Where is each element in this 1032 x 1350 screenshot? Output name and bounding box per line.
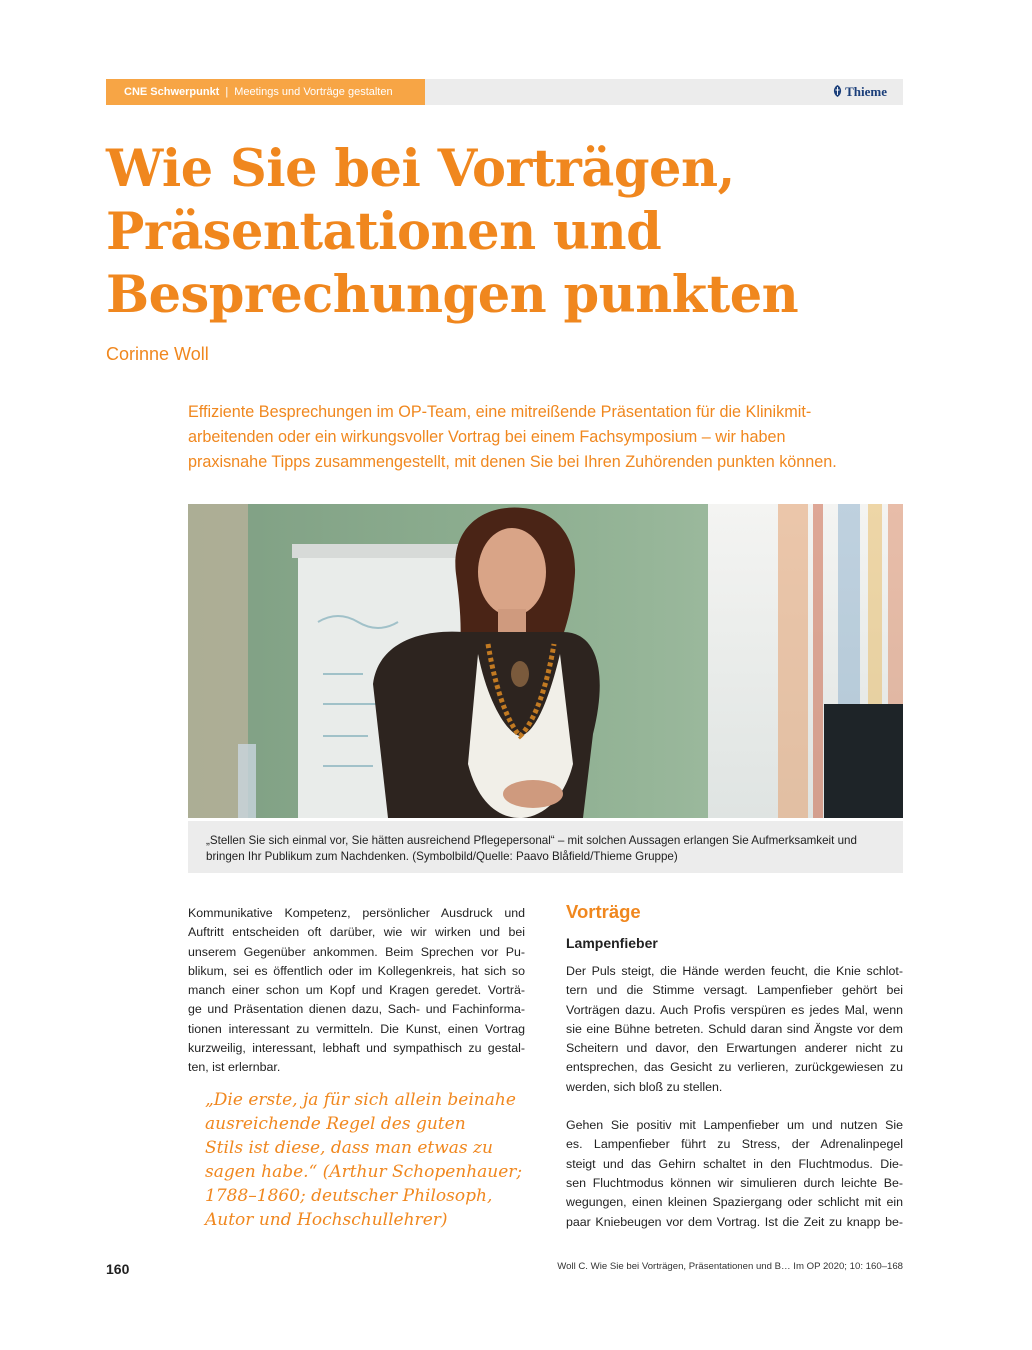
title-line: Wie Sie bei Vorträgen,	[106, 139, 735, 199]
article-lead	[188, 400, 903, 475]
subsection-heading: Lampenfieber	[566, 935, 658, 951]
body-line: Gehen Sie positiv mit Lampenfieber um und nutzen Sie	[566, 1118, 903, 1133]
caption-line: „Stellen Sie sich einmal vor, Sie hätten ausreichend Pflegepersonal“ – mit solchen Aussagen erlangen Sie Aufmerksamkeit und	[206, 834, 857, 847]
body-line: paar Kniebeugen vor dem Vortrag. Ist die Zeit zu knapp be-	[566, 1214, 903, 1229]
title-line: Besprechungen punkten	[106, 265, 799, 325]
quote-line: sagen habe.“ (Arthur Schopenhauer;	[205, 1162, 523, 1182]
quote-line: ausreichende Regel des guten	[205, 1114, 466, 1134]
publisher-logo	[833, 79, 887, 105]
body-line: werden, sich bloß zu stellen.	[566, 1079, 723, 1094]
body-line: sie eine Bühne betreten. Schuld daran sind Ängste vor dem	[566, 1021, 903, 1036]
section-label: CNE Schwerpunkt	[124, 86, 220, 98]
page-number: 160	[106, 1261, 130, 1277]
photo-caption	[188, 821, 903, 873]
body-line: ge und Präsentation dienen dazu, Sach- und Fachinforma-	[188, 1002, 525, 1017]
header-separator: |	[225, 86, 229, 98]
header-topic: Meetings und Vorträge gestalten	[234, 86, 393, 98]
body-line: wegungen, einen kleinen Spaziergang oder schlicht mit ein	[566, 1195, 903, 1210]
quote-line: Stils ist diese, dass man etwas zu	[205, 1138, 493, 1158]
article-author: Corinne Woll	[106, 344, 209, 364]
right-column	[566, 900, 903, 1232]
lead-line: praxisnahe Tipps zusammengestellt, mit denen Sie bei Ihren Zuhörenden punkten können.	[188, 453, 837, 471]
body-line: entsprechen, das Gesicht zu verlieren, zurückgewiesen zu	[566, 1060, 903, 1075]
title-line: Präsentationen und	[106, 202, 662, 262]
body-line: manch einer schon um Kopf und Kragen geredet. Vorträ-	[188, 983, 525, 998]
article-photo	[188, 504, 903, 818]
body-line: tionen interessant zu vermitteln. Die Kunst, einen Vortrag	[188, 1021, 525, 1036]
section-heading: Vorträge	[566, 901, 641, 922]
section-tag	[106, 79, 425, 105]
body-line: tern und die Stimme versagt. Lampenfieber gehört bei	[566, 983, 903, 998]
article-title	[106, 138, 866, 327]
body-line: kurzweilig, interessant, lebhaft und sympathisch zu gestal-	[188, 1041, 525, 1056]
body-line: steigt und das Gehirn schaltet in den Fluchtmodus. Die-	[566, 1156, 903, 1171]
body-line: es. Lampenfieber führt zu Stress, der Adrenalinpegel	[566, 1137, 903, 1152]
body-line: Der Puls steigt, die Hände werden feucht, die Knie schlot-	[566, 964, 903, 978]
body-paragraph	[566, 1116, 903, 1232]
body-line: Kommunikative Kompetenz, persönlicher Ausdruck und	[188, 906, 525, 920]
quote-line: 1788–1860; deutscher Philosoph,	[205, 1186, 493, 1206]
citation-footer: Woll C. Wie Sie bei Vorträgen, Präsentationen und B… Im OP 2020; 10: 160–168	[557, 1261, 903, 1272]
body-line: unserem Gegenüber ankommen. Beim Sprechen vor Pu-	[188, 944, 525, 959]
running-header	[106, 79, 903, 105]
lead-line: arbeitenden oder ein wirkungsvoller Vortrag bei einem Fachsymposium – wir haben	[188, 428, 786, 446]
body-line: sen Fluchtmodus können wir simulieren durch leichte Be-	[566, 1175, 903, 1190]
publisher-logo-text: Thieme	[845, 84, 887, 99]
body-line: Scheitern und davor, den Erwartungen anderer nicht zu	[566, 1041, 903, 1056]
body-line: blikum, sei es öffentlich oder im Kollegenkreis, hat sich so	[188, 963, 525, 978]
lead-line: Effiziente Besprechungen im OP-Team, eine mitreißende Präsentation für die Klinikmit-	[188, 403, 812, 421]
pull-quote	[205, 1088, 525, 1232]
body-paragraph	[566, 962, 903, 1097]
caption-line: bringen Ihr Publikum zum Nachdenken. (Symbolbild/Quelle: Paavo Blåfield/Thieme Gruppe)	[206, 850, 678, 863]
body-line: Vorträgen dazu. Auch Profis verspüren es jedes Mal, wenn	[566, 1002, 903, 1017]
thieme-mark-icon	[833, 85, 842, 97]
quote-line: „Die erste, ja für sich allein beinahe	[205, 1090, 516, 1110]
body-line: Auftritt entscheiden oft darüber, wie wir wirken und bei	[188, 925, 525, 940]
quote-line: Autor und Hochschullehrer)	[205, 1210, 448, 1230]
body-line: ten, ist erlernbar.	[188, 1060, 281, 1075]
speaker-photo-illustration	[188, 504, 903, 818]
intro-paragraph	[188, 904, 525, 1078]
